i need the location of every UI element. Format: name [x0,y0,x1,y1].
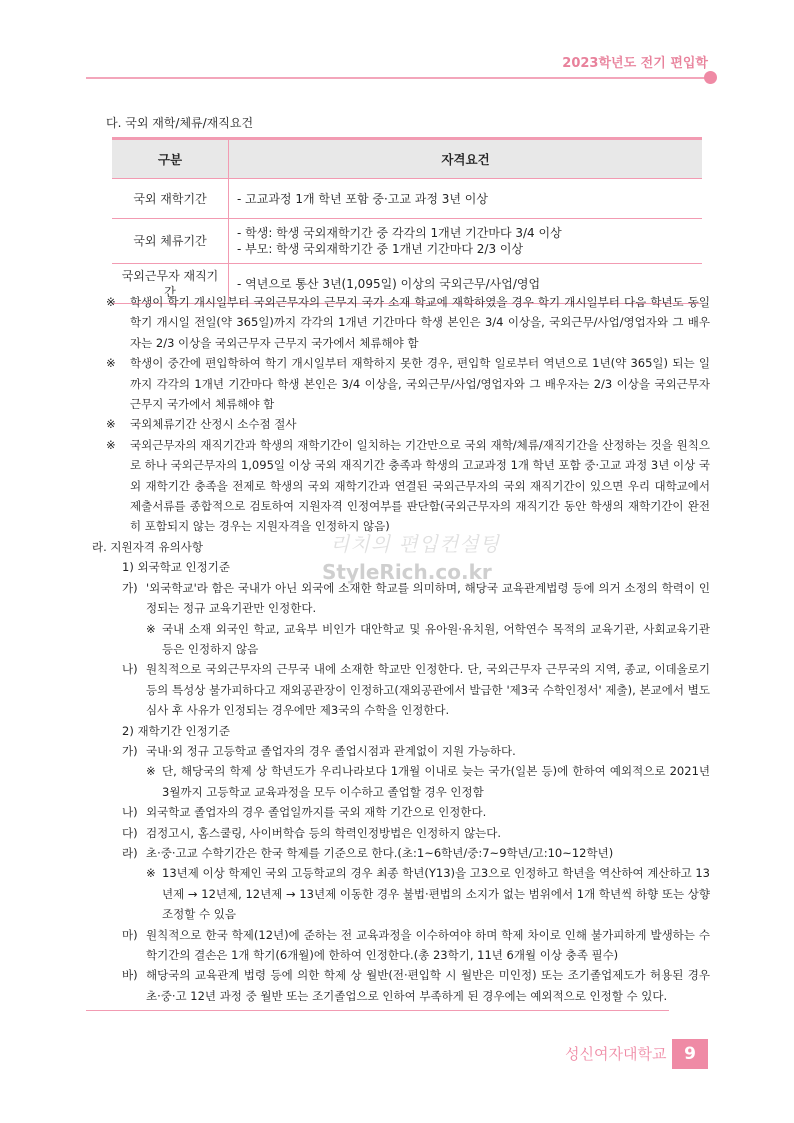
table-cell-requirements: - 역년으로 통산 3년(1,095일) 이상의 국외근무/사업/영업 [229,264,703,304]
body-content [92,292,710,1006]
note: ※ 학생이 중간에 편입학하여 학기 개시일부터 재학하지 못한 경우, 편입학 일로부터 역년으로 1년(약 365일) 되는 일까지 각각의 1개년 기간마다 학생 본인은 3/4 이상을, 국외근무/사업/영업자와 그 배우자는 2/3 이상을 국외근무자 근무지 국가에서 체류해야 함 [106,356,710,412]
sub-note: ※ 단, 해당국의 학제 상 학년도가 우리나라보다 1개월 이내로 늦는 국가(일본 등)에 한하여 예외적으로 2021년 3월까지 고등학교 교육과정을 모두 이수하고 졸업할 경우 인정함 [146,764,710,799]
list-item: 마) 원칙적으로 한국 학제(12년)에 준하는 전 교육과정을 이수하여야 하며 학제 차이로 인해 불가피하게 발생하는 수학기간의 결손은 1개 학기(6개월)에 한하여 인정한다.(총 23학기, 11년 6개월 이상 충족 필수) [122,927,710,962]
note: ※ 국외체류기간 산정시 소수점 절사 [106,417,297,432]
header-dot [704,71,717,84]
list-item: 라) 초·중·고교 수학기간은 한국 학제를 기준으로 한다.(초:1~6학년/중:7~9학년/고:10~12학년) [122,845,614,860]
header-title: 2023학년도 전기 편입학 [562,56,708,71]
note: ※ 국외근무자의 재직기간과 학생의 재학기간이 일치하는 기간만으로 국외 재학/체류/재직기간을 산정하는 것을 원칙으로 하나 국외근무자의 1,095일 이상 국외 재직기간 충족과 학생의 고교과정 1개 학년 포함 중·고교 과정 3년 이상 국외 재학기간 충족을 전제로 학생의 국외 재학기간과 연결된 국외근무자의 국외 재직기간이 있으면 우리 대학교에서 제출서류를 종합적으로 검토하여 지원자격 인정여부를 판단함(국외근무자의 재직기간 동안 학생의 재학기간이 완전히 포함되지 않는 경우는 지원자격을 인정하지 않음) [106,437,710,534]
table-cell-requirements: - 고교과정 1개 학년 포함 중·고교 과정 3년 이상 [229,179,703,219]
list-item: 나) 외국학교 졸업자의 경우 졸업일까지를 국외 재학 기간으로 인정한다. [122,805,487,820]
table-row [112,219,702,264]
table-row [112,179,702,219]
watermark-url: StyleRich.co.kr [322,560,492,584]
table-cell-requirements: - 학생: 학생 국외재학기간 중 각각의 1개년 기간마다 3/4 이상 - 부모: 학생 국외재학기간 중 1개년 기간마다 2/3 이상 [229,219,703,264]
section-b-title: 라. 지원자격 유의사항 [92,539,203,554]
table-cell-category: 국외근무자 재직기간 [112,264,229,304]
list-item: 다) 검정고시, 홈스쿨링, 사이버학습 등의 학력인정방법은 인정하지 않는다. [122,825,502,840]
list-item: 나) 원칙적으로 국외근무자의 근무국 내에 소재한 학교만 인정한다. 단, 국외근무자 근무국의 지역, 종교, 이데올로기 등의 특성상 불가피하다고 재외공관장이 인정하고(재외공관에서 발급한 '제3국 수학인정서' 제출), 본교에서 별도 심사 후 사유가 인정되는 경우에만 제3국의 수학을 인정한다. [122,662,710,718]
table-header-category: 구분 [112,139,229,179]
section-title: 다. 국외 재학/체류/재직요건 [106,116,254,130]
watermark-text: 리치의 편입컨설팅 [330,532,500,556]
header-line [86,77,710,79]
table-header-requirements: 자격요건 [229,139,703,179]
requirements-table [112,137,702,304]
table-cell-category: 국외 재학기간 [112,179,229,219]
footer-line [86,1010,669,1011]
note: ※ 학생이 학기 개시일부터 국외근무자의 근무지 국가 소재 학교에 재학하였을 경우 학기 개시일부터 다음 학년도 동일 학기 개시일 전일(약 365일)까지 각각의 1개년 기간마다 학생 본인은 3/4 이상을, 국외근무/사업/영업자와 그 배우자는 2/3 이상을 국외근무자 근무지 국가에서 체류해야 함 [106,295,710,350]
part1-title: 1) 외국학교 인정기준 [122,560,230,575]
list-item: 가) 국내·외 정규 고등학교 졸업자의 경우 졸업시점과 관계없이 지원 가능하다. [122,743,516,758]
sub-note: ※ 국내 소재 외국인 학교, 교육부 비인가 대안학교 및 유아원·유치원, 어학연수 목적의 교육기관, 사회교육기관 등은 인정하지 않음 [146,621,710,656]
list-item: 바) 해당국의 교육관계 법령 등에 의한 학제 상 월반(전·편입학 시 월반은 미인정) 또는 조기졸업제도가 허용된 경우 초·중·고 12년 과정 중 월반 또는 조기졸업으로 인하여 부족하게 된 경우에는 예외적으로 인정할 수 있다. [122,968,710,1003]
part2-title: 2) 재학기간 인정기준 [122,723,230,738]
footer-school-name: 성신여자대학교 [565,1045,667,1063]
list-item: 가) '외국학교'라 함은 국내가 아닌 외국에 소재한 학교를 의미하며, 해당국 교육관계법령 등에 의거 소정의 학력이 인정되는 정규 교육기관만 인정한다. [122,580,710,616]
sub-note: ※ 13년제 이상 학제인 국외 고등학교의 경우 최종 학년(Y13)을 고3으로 인정하고 학년을 역산하여 계산하고 13년제 → 12년제, 12년제 → 13년제 이동한 경우 불법·편법의 소지가 없는 범위에서 1개 학년씩 하향 또는 상향 조정할 수 있음 [146,866,710,922]
page-number: 9 [672,1039,708,1069]
table-cell-category: 국외 체류기간 [112,219,229,264]
